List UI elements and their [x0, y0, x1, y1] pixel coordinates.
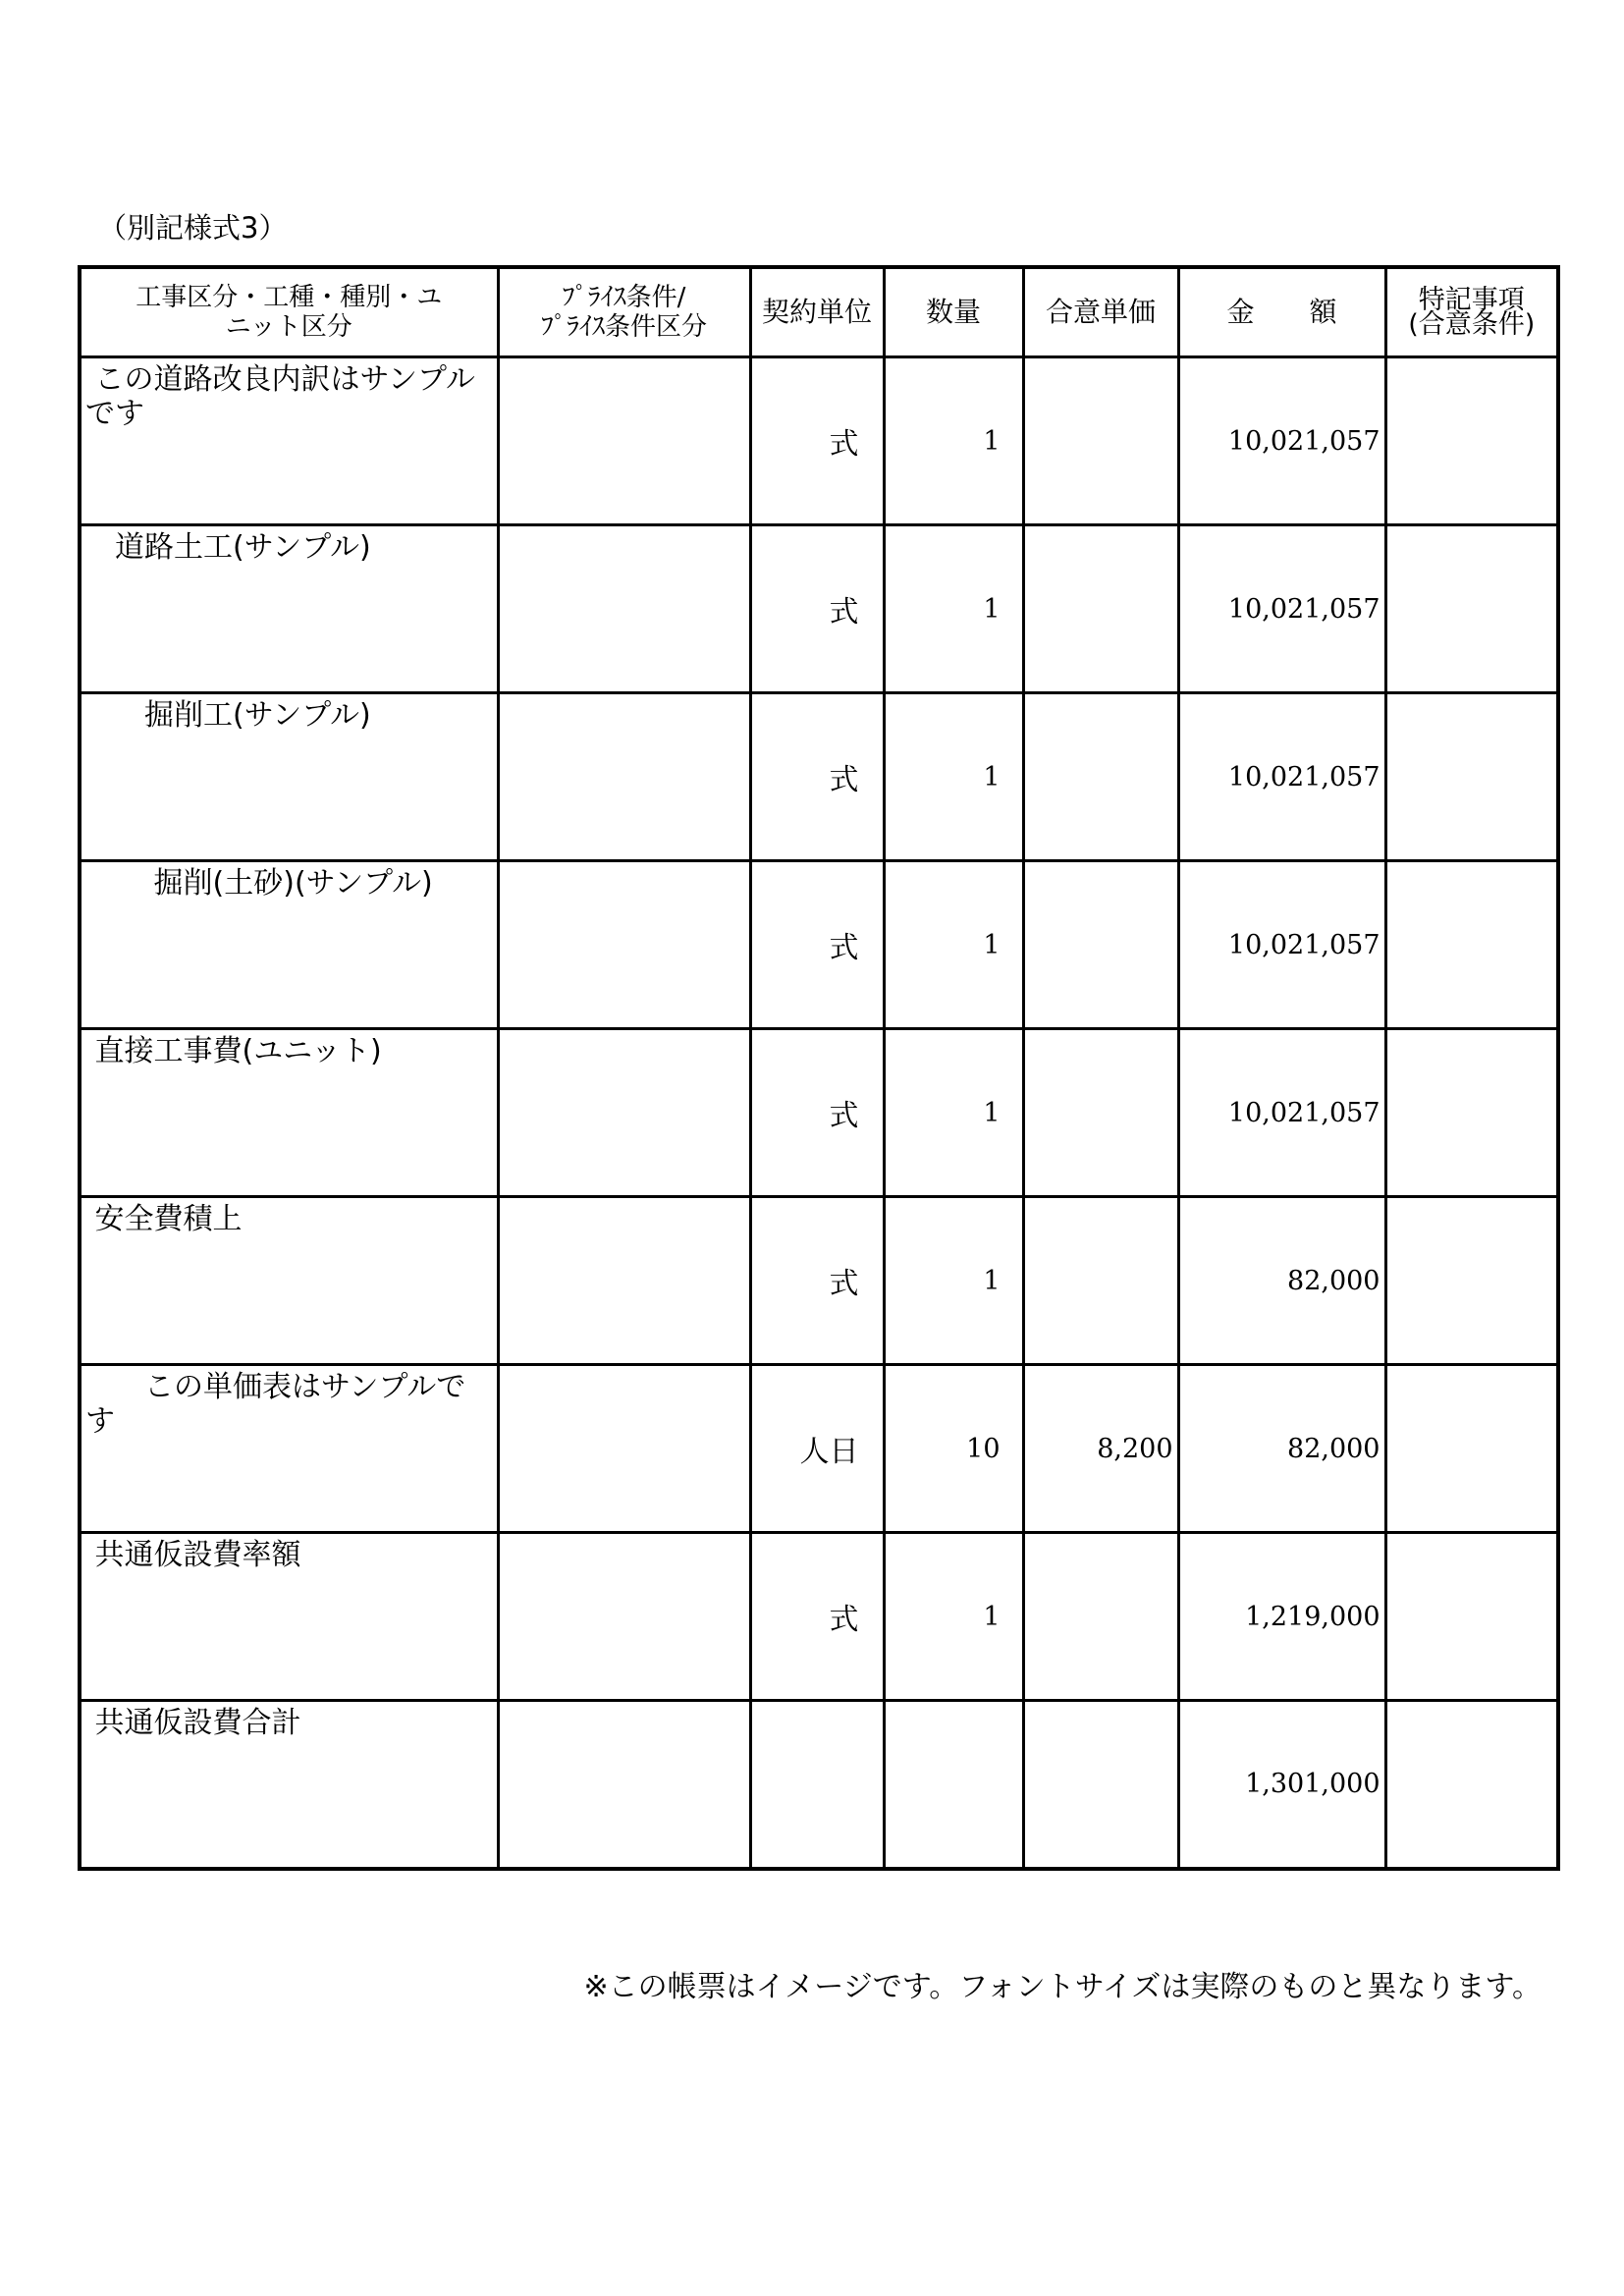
item-name: 共通仮設費率額: [80, 1533, 498, 1701]
unit-price: [1023, 1533, 1178, 1701]
contract-unit: 式: [750, 861, 884, 1029]
item-name: 安全費積上: [80, 1197, 498, 1365]
table-row: [80, 1029, 1558, 1197]
item-name: 掘削(土砂)(サンプル): [80, 861, 498, 1029]
unit-price: [1023, 1029, 1178, 1197]
price-condition: [498, 1197, 750, 1365]
item-name: この単価表はサンプルです: [80, 1365, 498, 1533]
table-body: [80, 357, 1558, 1869]
price-condition: [498, 861, 750, 1029]
price-condition: [498, 1365, 750, 1533]
table-row: [80, 525, 1558, 693]
contract-unit: 式: [750, 357, 884, 525]
contract-unit: 式: [750, 525, 884, 693]
quantity: 1: [884, 525, 1023, 693]
item-name: 道路土工(サンプル): [80, 525, 498, 693]
table-header-row: [80, 267, 1558, 357]
unit-price: [1023, 525, 1178, 693]
contract-unit: 式: [750, 693, 884, 861]
amount: 1,301,000: [1178, 1701, 1385, 1869]
unit-price: [1023, 357, 1178, 525]
quantity: 1: [884, 861, 1023, 1029]
contract-unit: 式: [750, 1029, 884, 1197]
item-name: 直接工事費(ユニット): [80, 1029, 498, 1197]
amount: 10,021,057: [1178, 357, 1385, 525]
price-condition: [498, 1533, 750, 1701]
remarks: [1385, 1197, 1558, 1365]
quantity: [884, 1701, 1023, 1869]
footnote: ※この帳票はイメージです。フォントサイズは実際のものと異なります。: [583, 1970, 1542, 2004]
price-condition: [498, 1701, 750, 1869]
remarks: [1385, 1701, 1558, 1869]
remarks: [1385, 357, 1558, 525]
quantity: 1: [884, 357, 1023, 525]
header-quantity: 数量: [884, 267, 1023, 357]
quantity: 1: [884, 1029, 1023, 1197]
remarks: [1385, 693, 1558, 861]
price-condition: [498, 693, 750, 861]
header-amount: 金 額: [1178, 267, 1385, 357]
amount: 10,021,057: [1178, 1029, 1385, 1197]
remarks: [1385, 1533, 1558, 1701]
item-name: 共通仮設費合計: [80, 1701, 498, 1869]
unit-price: [1023, 693, 1178, 861]
unit-price: [1023, 861, 1178, 1029]
table-row: [80, 1197, 1558, 1365]
amount: 82,000: [1178, 1365, 1385, 1533]
table-row: [80, 861, 1558, 1029]
item-name: 掘削工(サンプル): [80, 693, 498, 861]
cost-breakdown-table: [78, 265, 1560, 1871]
header-remarks: 特記事項 (合意条件): [1385, 267, 1558, 357]
form-label: （別記様式3）: [98, 211, 288, 245]
table-row: [80, 357, 1558, 525]
contract-unit: 式: [750, 1197, 884, 1365]
remarks: [1385, 525, 1558, 693]
contract-unit: 式: [750, 1533, 884, 1701]
unit-price: [1023, 1701, 1178, 1869]
amount: 10,021,057: [1178, 693, 1385, 861]
price-condition: [498, 525, 750, 693]
contract-unit: 人日: [750, 1365, 884, 1533]
quantity: 1: [884, 1533, 1023, 1701]
header-unit: 契約単位: [750, 267, 884, 357]
header-item: 工事区分・工種・種別・ユ ニット区分: [80, 267, 498, 357]
header-unit-price: 合意単価: [1023, 267, 1178, 357]
remarks: [1385, 861, 1558, 1029]
price-condition: [498, 1029, 750, 1197]
table-row: [80, 1533, 1558, 1701]
table-row: [80, 693, 1558, 861]
amount: 82,000: [1178, 1197, 1385, 1365]
header-price-condition: ﾌﾟﾗｲｽ条件/ ﾌﾟﾗｲｽ条件区分: [498, 267, 750, 357]
amount: 10,021,057: [1178, 861, 1385, 1029]
quantity: 1: [884, 693, 1023, 861]
contract-unit: [750, 1701, 884, 1869]
amount: 1,219,000: [1178, 1533, 1385, 1701]
table-row: [80, 1701, 1558, 1869]
amount: 10,021,057: [1178, 525, 1385, 693]
item-name: この道路改良内訳はサンプルです: [80, 357, 498, 525]
unit-price: [1023, 1197, 1178, 1365]
remarks: [1385, 1029, 1558, 1197]
price-condition: [498, 357, 750, 525]
quantity: 1: [884, 1197, 1023, 1365]
table-row: [80, 1365, 1558, 1533]
remarks: [1385, 1365, 1558, 1533]
quantity: 10: [884, 1365, 1023, 1533]
unit-price: 8,200: [1023, 1365, 1178, 1533]
